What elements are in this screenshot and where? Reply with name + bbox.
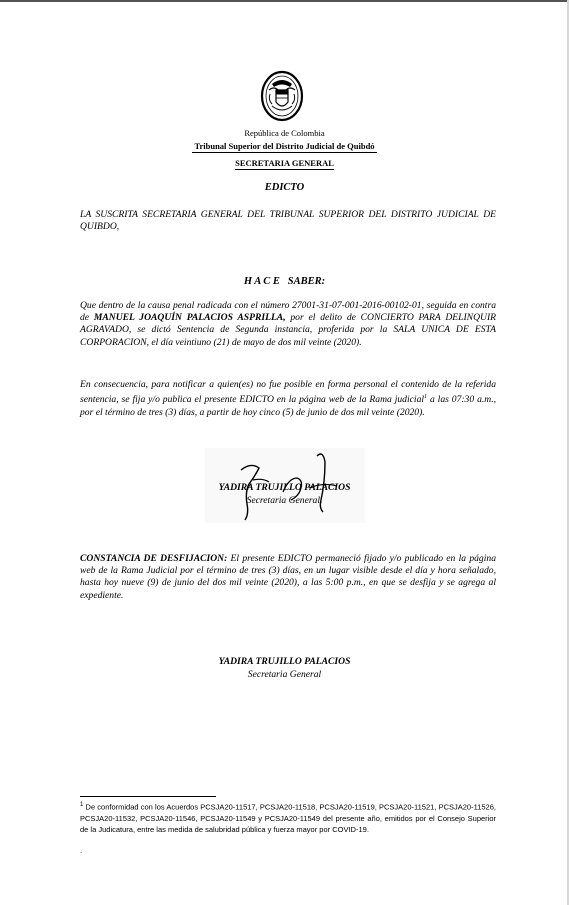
intro-paragraph: LA SUSCRITA SECRETARIA GENERAL DEL TRIBUNAL SUPERIOR DEL DISTRITO JUDICIAL DE QUIBDO, (80, 209, 496, 233)
header-country: República de Colombia (244, 128, 325, 138)
defendant-name: MANUEL JOAQUÍN PALACIOS ASPRILLA, (93, 312, 286, 324)
footnote-reference: 1 (424, 394, 428, 401)
notification-text-1: En consecuencia, para notificar a quien(es) no fue posible en forma personal el contenido de la referida sentencia, se fija y/o publica el presente EDICTO en la página web de la Rama judicial (80, 379, 496, 406)
header-court (0, 141, 569, 151)
header-office-text: SECRETARIA GENERAL (235, 158, 334, 168)
notification-paragraph (80, 379, 496, 419)
hace-saber-heading: H A C E SABER: (243, 276, 326, 287)
page-top-border (0, 0, 569, 2)
footnote-mark: 1 (80, 802, 84, 808)
sentence-text-1: Que dentro de la causa penal radicada con el número 27001-31-07-001-2016-00102-01, seguida en contra de (80, 300, 496, 324)
sentence-text-2: por el delito de CONCIERTO PARA DELINQUIR AGRAVADO, se dictó Sentencia de Segunda instancia, proferida por la SALA UNICA DE ESTA CORPORACION, el día veintiuno (21) de mayo de dos mil veinte (2020). (80, 312, 496, 348)
footnote (80, 800, 496, 835)
signature-name-2: YADIRA TRUJILLO PALACIOS (218, 656, 351, 667)
constancia-label: CONSTANCIA DE DESFIJACION: (80, 553, 228, 564)
constancia-text: El presente EDICTO permaneció fijado y/o publicado en la página web de la Rama Judicial por el término de tres (3) días, en un lugar visible desde el día y hora señalado, hasta hoy nueve (9) de junio del dos mil veinte (2020), a las 5:00 p.m., en que se desfija y se agrega al expediente. (80, 553, 496, 601)
signature-name: YADIRA TRUJILLO PALACIOS (218, 482, 351, 493)
signature-role-2: Secretaria General (247, 669, 322, 680)
header-office (0, 158, 569, 168)
signature-role: Secretaria General. (246, 495, 323, 506)
coat-of-arms-icon (260, 70, 304, 122)
document-title: EDICTO (264, 182, 305, 193)
constancia-paragraph (80, 553, 496, 602)
header-court-text: Tribunal Superior del Distrito Judicial de Quibdó (194, 141, 375, 151)
footnote-trailing: . (80, 846, 83, 855)
notification-text-2: a las 07:30 a.m., por el término de tres (3) días, a partir de hoy cinco (5) de junio de dos mil veinte (2020). (80, 394, 496, 418)
footnote-text: De conformidad con los Acuerdos PCSJA20-11517, PCSJA20-11518, PCSJA20-11519, PCSJA20-11521, PCSJA20-11526, PCSJA20-11532, PCSJA20-11546, PCSJA20-11549 y PCSJA20-11549 del presente año, emitidos por el Consejo Superior de la Judicatura, entre las medida de salubridad pública y fuerza mayor por COVID-19. (80, 802, 496, 834)
sentence-paragraph (80, 300, 496, 349)
footnote-separator (80, 796, 216, 797)
